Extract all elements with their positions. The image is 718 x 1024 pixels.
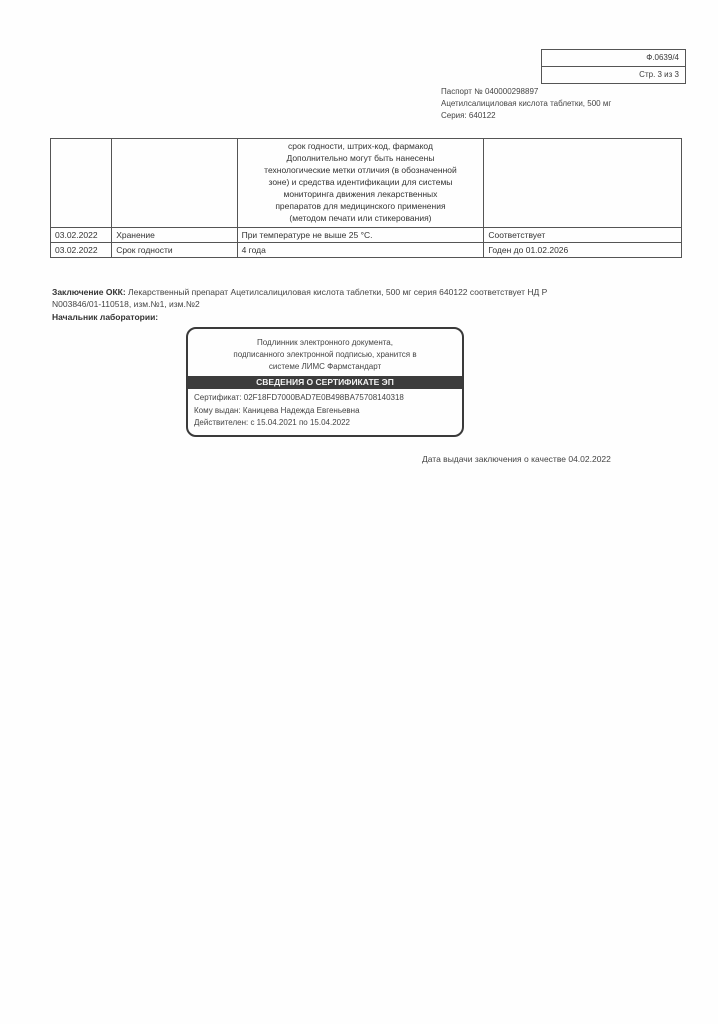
stamp-header bbox=[188, 329, 462, 374]
signature-stamp bbox=[186, 327, 464, 437]
issue-date: Дата выдачи заключения о качестве 04.02.2022 bbox=[422, 454, 611, 464]
table-cell bbox=[484, 139, 682, 228]
row-result: Соответствует bbox=[484, 228, 682, 243]
conclusion-label: Заключение ОКК: bbox=[52, 287, 126, 297]
conclusion bbox=[52, 286, 572, 310]
row-date: 03.02.2022 bbox=[51, 243, 112, 258]
row-result: Годен до 01.02.2026 bbox=[484, 243, 682, 258]
row-norm: 4 года bbox=[237, 243, 484, 258]
stamp-details bbox=[188, 389, 462, 433]
table-row bbox=[51, 228, 682, 243]
stamp-certificate-bar: СВЕДЕНИЯ О СЕРТИФИКАТЕ ЭП bbox=[188, 376, 462, 389]
continuation-line: (методом печати или стикерования) bbox=[289, 213, 432, 223]
row-norm: При температуре не выше 25 °С. bbox=[237, 228, 484, 243]
continuation-line: мониторинга движения лекарственных bbox=[283, 189, 438, 199]
continuation-line: срок годности, штрих-код, фармакод bbox=[288, 141, 433, 151]
table-row-continuation bbox=[51, 139, 682, 228]
continuation-text bbox=[237, 139, 484, 228]
stamp-certificate: Сертификат: 02F18FD7000BAD7E0B498BA75708140318 bbox=[194, 393, 404, 402]
page-number: Стр. 3 из 3 bbox=[542, 66, 685, 83]
table-cell bbox=[51, 139, 112, 228]
form-code-box bbox=[541, 49, 686, 84]
product-name: Ацетилсалициловая кислота таблетки, 500 мг bbox=[441, 99, 612, 108]
stamp-validity: Действителен: с 15.04.2021 по 15.04.2022 bbox=[194, 418, 350, 427]
row-date: 03.02.2022 bbox=[51, 228, 112, 243]
passport-number: Паспорт № 040000298897 bbox=[441, 87, 539, 96]
continuation-line: препаратов для медицинского применения bbox=[275, 201, 446, 211]
row-parameter: Срок годности bbox=[112, 243, 237, 258]
continuation-line: Дополнительно могут быть нанесены bbox=[286, 153, 435, 163]
stamp-line: Подлинник электронного документа, bbox=[257, 338, 393, 347]
stamp-owner: Кому выдан: Каницева Надежда Евгеньевна bbox=[194, 405, 360, 415]
lab-head-label: Начальник лаборатории: bbox=[52, 312, 159, 322]
passport-info bbox=[441, 86, 611, 122]
table-cell bbox=[112, 139, 237, 228]
series-number: Серия: 640122 bbox=[441, 111, 496, 120]
form-code: Ф.0639/4 bbox=[646, 53, 679, 62]
quality-table bbox=[50, 138, 682, 258]
continuation-line: зоне) и средства идентификации для системы bbox=[268, 177, 453, 187]
stamp-line: системе ЛИМС Фармстандарт bbox=[268, 362, 382, 371]
continuation-line: технологические метки отличия (в обозначенной bbox=[264, 165, 457, 175]
stamp-line: подписанного электронной подписью, хранится в bbox=[233, 350, 417, 359]
row-parameter: Хранение bbox=[112, 228, 237, 243]
table-row bbox=[51, 243, 682, 258]
conclusion-text: Лекарственный препарат Ацетилсалициловая кислота таблетки, 500 мг серия 640122 соответствует НД Р N003846/01-110518, изм.№1, изм.№2 bbox=[52, 287, 548, 309]
